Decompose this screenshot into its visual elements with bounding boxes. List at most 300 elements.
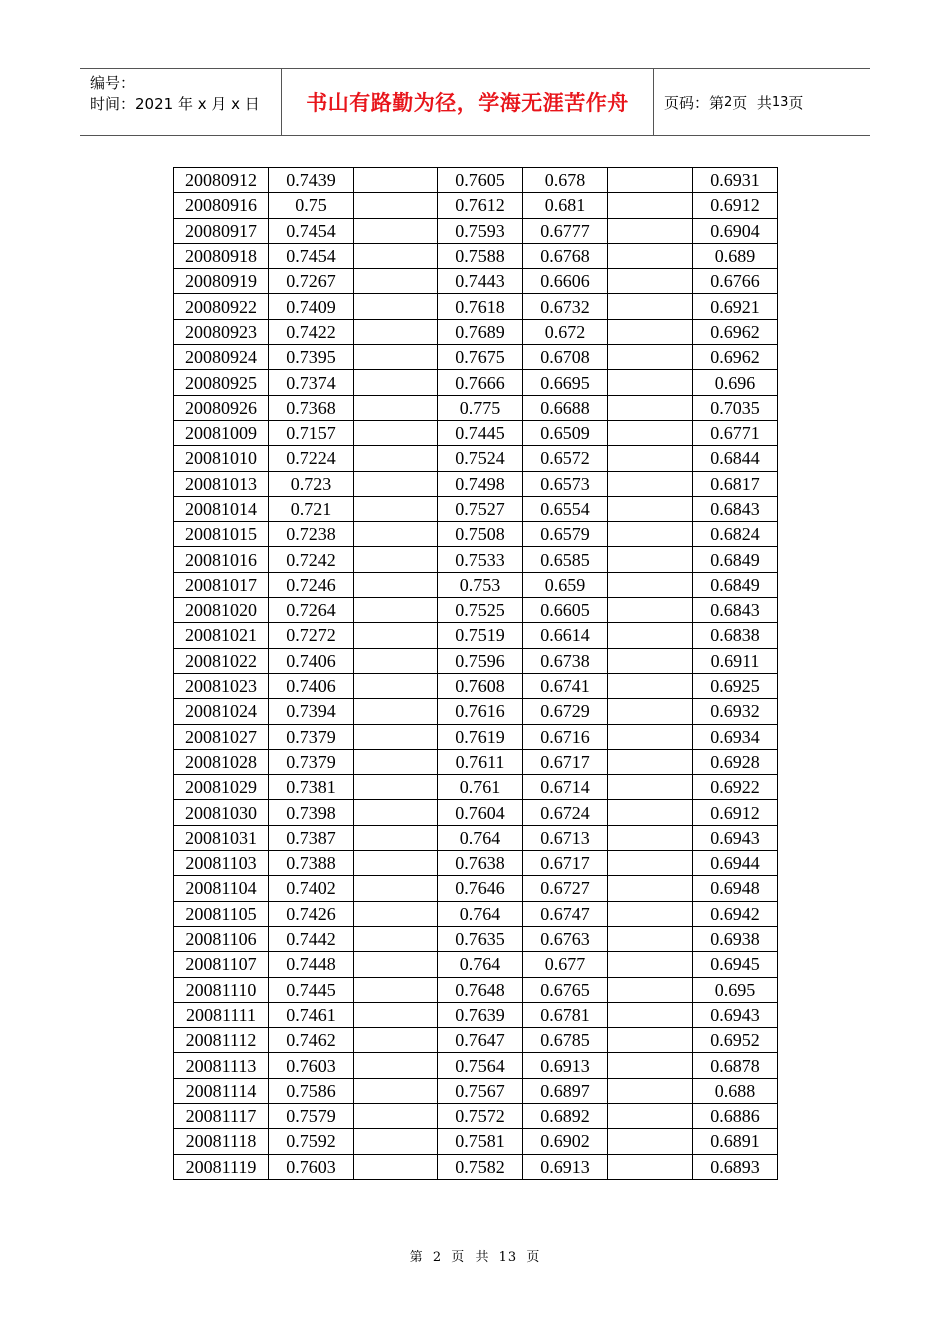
date-cell: 20080926 (174, 395, 269, 420)
value-cell: 0.7525 (438, 598, 523, 623)
value-cell: 0.7603 (269, 1053, 354, 1078)
value-cell (354, 1154, 438, 1179)
value-cell (354, 876, 438, 901)
table-row (174, 749, 778, 774)
value-cell (354, 572, 438, 597)
value-cell (608, 648, 693, 673)
value-cell: 0.7394 (269, 699, 354, 724)
value-cell (608, 522, 693, 547)
date-cell: 20081112 (174, 1028, 269, 1053)
value-cell (608, 547, 693, 572)
date-cell: 20081110 (174, 977, 269, 1002)
value-cell: 0.7638 (438, 851, 523, 876)
value-cell: 0.6943 (693, 1002, 778, 1027)
value-cell: 0.6695 (523, 370, 608, 395)
value-cell: 0.695 (693, 977, 778, 1002)
value-cell: 0.7442 (269, 926, 354, 951)
date-cell: 20081017 (174, 572, 269, 597)
table-row (174, 901, 778, 926)
table-row (174, 1028, 778, 1053)
value-cell: 0.677 (523, 952, 608, 977)
date-cell: 20080916 (174, 193, 269, 218)
date-cell: 20081031 (174, 825, 269, 850)
value-cell (354, 952, 438, 977)
value-cell: 0.7592 (269, 1129, 354, 1154)
date-cell: 20081009 (174, 420, 269, 445)
motto-text: 书山有路勤为径，学海无涯苦作舟 (306, 91, 629, 115)
value-cell: 0.6892 (523, 1103, 608, 1128)
date-cell: 20081111 (174, 1002, 269, 1027)
value-cell: 0.6938 (693, 926, 778, 951)
table-row (174, 673, 778, 698)
value-cell: 0.6922 (693, 775, 778, 800)
value-cell (354, 193, 438, 218)
value-cell (354, 623, 438, 648)
table-row (174, 926, 778, 951)
value-cell (354, 749, 438, 774)
date-cell: 20081024 (174, 699, 269, 724)
value-cell (608, 724, 693, 749)
value-cell: 0.7406 (269, 648, 354, 673)
page-footer (0, 1246, 950, 1265)
footer-prefix: 第 (409, 1250, 424, 1265)
value-cell (354, 370, 438, 395)
value-cell (608, 193, 693, 218)
value-cell: 0.6781 (523, 1002, 608, 1027)
footer-suffix: 页 (526, 1250, 541, 1265)
value-cell: 0.7157 (269, 420, 354, 445)
value-cell (354, 851, 438, 876)
value-cell: 0.6891 (693, 1129, 778, 1154)
value-cell: 0.7618 (438, 294, 523, 319)
value-cell: 0.6886 (693, 1103, 778, 1128)
value-cell (354, 825, 438, 850)
value-cell: 0.6843 (693, 598, 778, 623)
value-cell: 0.7572 (438, 1103, 523, 1128)
value-cell: 0.7579 (269, 1103, 354, 1128)
value-cell (354, 294, 438, 319)
table-row (174, 395, 778, 420)
value-cell (608, 168, 693, 193)
table-row (174, 547, 778, 572)
date-cell: 20081030 (174, 800, 269, 825)
table-row (174, 471, 778, 496)
value-cell: 0.7402 (269, 876, 354, 901)
header-info-cell (80, 69, 282, 135)
value-cell: 0.7398 (269, 800, 354, 825)
table-row (174, 1053, 778, 1078)
value-cell (608, 673, 693, 698)
table-row (174, 1002, 778, 1027)
value-cell: 0.7462 (269, 1028, 354, 1053)
value-cell: 0.6717 (523, 851, 608, 876)
value-cell (354, 724, 438, 749)
value-cell (608, 269, 693, 294)
value-cell: 0.6902 (523, 1129, 608, 1154)
value-cell (608, 243, 693, 268)
value-cell: 0.6741 (523, 673, 608, 698)
value-cell: 0.6713 (523, 825, 608, 850)
value-cell: 0.7646 (438, 876, 523, 901)
value-cell (608, 345, 693, 370)
footer-current: 2 (432, 1250, 443, 1265)
value-cell: 0.6942 (693, 901, 778, 926)
footer-total: 13 (498, 1250, 518, 1265)
value-cell (354, 1078, 438, 1103)
value-cell: 0.688 (693, 1078, 778, 1103)
value-cell: 0.6945 (693, 952, 778, 977)
value-cell: 0.6729 (523, 699, 608, 724)
value-cell: 0.6962 (693, 345, 778, 370)
date-cell: 20081117 (174, 1103, 269, 1128)
value-cell: 0.764 (438, 952, 523, 977)
value-cell (608, 952, 693, 977)
value-cell (608, 623, 693, 648)
value-cell (608, 294, 693, 319)
table-row (174, 1129, 778, 1154)
date-cell: 20080923 (174, 319, 269, 344)
value-cell: 0.6921 (693, 294, 778, 319)
value-cell (608, 446, 693, 471)
value-cell (608, 572, 693, 597)
value-cell: 0.7264 (269, 598, 354, 623)
value-cell (608, 218, 693, 243)
date-cell: 20080918 (174, 243, 269, 268)
table-row (174, 699, 778, 724)
value-cell: 0.6838 (693, 623, 778, 648)
table-row (174, 319, 778, 344)
date-cell: 20081021 (174, 623, 269, 648)
value-cell: 0.689 (693, 243, 778, 268)
value-cell (608, 319, 693, 344)
value-cell: 0.6777 (523, 218, 608, 243)
value-cell: 0.6766 (693, 269, 778, 294)
page-header (80, 68, 870, 136)
value-cell (354, 673, 438, 698)
value-cell: 0.6765 (523, 977, 608, 1002)
value-cell: 0.6893 (693, 1154, 778, 1179)
value-cell: 0.7524 (438, 446, 523, 471)
value-cell: 0.6714 (523, 775, 608, 800)
table-row (174, 522, 778, 547)
value-cell: 0.7527 (438, 496, 523, 521)
value-cell (354, 926, 438, 951)
value-cell (354, 1002, 438, 1027)
value-cell (608, 775, 693, 800)
date-cell: 20081022 (174, 648, 269, 673)
value-cell: 0.7675 (438, 345, 523, 370)
table-row (174, 1103, 778, 1128)
value-cell (608, 1103, 693, 1128)
value-cell (608, 699, 693, 724)
value-cell (354, 345, 438, 370)
table-row (174, 876, 778, 901)
header-motto-cell (282, 69, 654, 135)
value-cell: 0.7379 (269, 724, 354, 749)
value-cell: 0.6614 (523, 623, 608, 648)
value-cell: 0.678 (523, 168, 608, 193)
value-cell: 0.7608 (438, 673, 523, 698)
value-cell: 0.7443 (438, 269, 523, 294)
table-row (174, 193, 778, 218)
value-cell: 0.6606 (523, 269, 608, 294)
value-cell: 0.6943 (693, 825, 778, 850)
table-row (174, 168, 778, 193)
table-row (174, 446, 778, 471)
value-cell: 0.681 (523, 193, 608, 218)
page-current: 2 (724, 94, 733, 110)
value-cell (608, 1053, 693, 1078)
value-cell: 0.7224 (269, 446, 354, 471)
value-cell: 0.7445 (269, 977, 354, 1002)
value-cell: 0.7596 (438, 648, 523, 673)
value-cell (608, 471, 693, 496)
value-cell: 0.7564 (438, 1053, 523, 1078)
table-row (174, 775, 778, 800)
value-cell (608, 1078, 693, 1103)
table-row (174, 623, 778, 648)
value-cell: 0.6738 (523, 648, 608, 673)
value-cell: 0.7619 (438, 724, 523, 749)
value-cell: 0.6747 (523, 901, 608, 926)
value-cell: 0.7648 (438, 977, 523, 1002)
value-cell: 0.7588 (438, 243, 523, 268)
date-cell: 20081106 (174, 926, 269, 951)
value-cell: 0.696 (693, 370, 778, 395)
value-cell (608, 370, 693, 395)
value-cell: 0.6572 (523, 446, 608, 471)
value-cell: 0.6724 (523, 800, 608, 825)
date-cell: 20081023 (174, 673, 269, 698)
value-cell (608, 926, 693, 951)
date-cell: 20081104 (174, 876, 269, 901)
value-cell: 0.7689 (438, 319, 523, 344)
value-cell (354, 547, 438, 572)
date-cell: 20081016 (174, 547, 269, 572)
value-cell: 0.7635 (438, 926, 523, 951)
footer-mid: 页 共 (451, 1250, 490, 1265)
value-cell: 0.6904 (693, 218, 778, 243)
value-cell: 0.7581 (438, 1129, 523, 1154)
date-cell: 20081010 (174, 446, 269, 471)
date-cell: 20081105 (174, 901, 269, 926)
value-cell (354, 800, 438, 825)
value-cell: 0.7519 (438, 623, 523, 648)
value-cell: 0.6844 (693, 446, 778, 471)
value-cell: 0.6944 (693, 851, 778, 876)
value-cell (608, 1028, 693, 1053)
date-cell: 20081119 (174, 1154, 269, 1179)
value-cell: 0.7611 (438, 749, 523, 774)
value-cell: 0.7454 (269, 243, 354, 268)
value-cell: 0.7426 (269, 901, 354, 926)
value-cell (354, 420, 438, 445)
table-row (174, 825, 778, 850)
value-cell: 0.7567 (438, 1078, 523, 1103)
table-row (174, 496, 778, 521)
date-cell: 20080917 (174, 218, 269, 243)
value-cell: 0.6708 (523, 345, 608, 370)
value-cell: 0.7272 (269, 623, 354, 648)
table-row (174, 294, 778, 319)
page-total: 13 (771, 94, 789, 110)
value-cell (354, 168, 438, 193)
value-cell: 0.7409 (269, 294, 354, 319)
value-cell: 0.6948 (693, 876, 778, 901)
value-cell: 0.6688 (523, 395, 608, 420)
date-cell: 20081020 (174, 598, 269, 623)
value-cell (354, 1053, 438, 1078)
value-cell: 0.6843 (693, 496, 778, 521)
value-cell (354, 1028, 438, 1053)
value-cell: 0.7267 (269, 269, 354, 294)
value-cell: 0.7406 (269, 673, 354, 698)
value-cell: 0.6878 (693, 1053, 778, 1078)
value-cell: 0.6585 (523, 547, 608, 572)
page-suffix: 页 (788, 93, 804, 112)
value-cell (354, 395, 438, 420)
value-cell (608, 1154, 693, 1179)
value-cell: 0.6962 (693, 319, 778, 344)
value-cell (354, 243, 438, 268)
value-cell: 0.6911 (693, 648, 778, 673)
value-cell: 0.6913 (523, 1053, 608, 1078)
value-cell: 0.6849 (693, 572, 778, 597)
date-cell: 20080925 (174, 370, 269, 395)
value-cell: 0.6727 (523, 876, 608, 901)
value-cell (354, 269, 438, 294)
value-cell: 0.723 (269, 471, 354, 496)
value-cell: 0.659 (523, 572, 608, 597)
value-cell: 0.7388 (269, 851, 354, 876)
value-cell: 0.7666 (438, 370, 523, 395)
value-cell (608, 749, 693, 774)
value-cell: 0.7454 (269, 218, 354, 243)
date-cell: 20080919 (174, 269, 269, 294)
value-cell (608, 1129, 693, 1154)
value-cell (608, 977, 693, 1002)
value-cell: 0.6952 (693, 1028, 778, 1053)
value-cell (354, 471, 438, 496)
table-row (174, 218, 778, 243)
value-cell: 0.7422 (269, 319, 354, 344)
table-row (174, 370, 778, 395)
value-cell: 0.75 (269, 193, 354, 218)
value-cell: 0.6932 (693, 699, 778, 724)
table-row (174, 648, 778, 673)
value-cell: 0.7593 (438, 218, 523, 243)
value-cell: 0.6716 (523, 724, 608, 749)
table-row (174, 851, 778, 876)
value-cell: 0.7381 (269, 775, 354, 800)
value-cell (354, 218, 438, 243)
value-cell: 0.7498 (438, 471, 523, 496)
value-cell: 0.7246 (269, 572, 354, 597)
value-cell: 0.7242 (269, 547, 354, 572)
table-row (174, 345, 778, 370)
value-cell (608, 901, 693, 926)
date-cell: 20081114 (174, 1078, 269, 1103)
value-cell (354, 446, 438, 471)
value-cell (354, 496, 438, 521)
document-time-label: 时间：2021 年 x 月 x 日 (90, 95, 260, 113)
table-row (174, 977, 778, 1002)
value-cell: 0.7647 (438, 1028, 523, 1053)
value-cell (354, 1103, 438, 1128)
value-cell: 0.7395 (269, 345, 354, 370)
value-cell: 0.6763 (523, 926, 608, 951)
table-row (174, 952, 778, 977)
value-cell: 0.7461 (269, 1002, 354, 1027)
value-cell: 0.6925 (693, 673, 778, 698)
value-cell: 0.775 (438, 395, 523, 420)
date-cell: 20081113 (174, 1053, 269, 1078)
value-cell (354, 1129, 438, 1154)
value-cell: 0.6912 (693, 193, 778, 218)
value-cell (608, 395, 693, 420)
value-cell: 0.6912 (693, 800, 778, 825)
value-cell: 0.6509 (523, 420, 608, 445)
value-cell: 0.6732 (523, 294, 608, 319)
table-row (174, 420, 778, 445)
value-cell: 0.6897 (523, 1078, 608, 1103)
value-cell: 0.6931 (693, 168, 778, 193)
value-cell: 0.7448 (269, 952, 354, 977)
value-cell: 0.6785 (523, 1028, 608, 1053)
value-cell (354, 699, 438, 724)
date-cell: 20081107 (174, 952, 269, 977)
date-cell: 20080912 (174, 168, 269, 193)
value-cell: 0.7616 (438, 699, 523, 724)
value-cell: 0.7582 (438, 1154, 523, 1179)
page-prefix: 页码：第 (664, 93, 725, 112)
value-cell: 0.6554 (523, 496, 608, 521)
value-cell: 0.764 (438, 901, 523, 926)
value-cell: 0.6768 (523, 243, 608, 268)
date-cell: 20081013 (174, 471, 269, 496)
value-cell: 0.6771 (693, 420, 778, 445)
value-cell: 0.721 (269, 496, 354, 521)
value-cell: 0.761 (438, 775, 523, 800)
date-cell: 20081028 (174, 749, 269, 774)
value-cell (354, 977, 438, 1002)
table-row (174, 800, 778, 825)
value-cell: 0.7374 (269, 370, 354, 395)
data-table (173, 167, 778, 1180)
value-cell (608, 825, 693, 850)
value-cell: 0.753 (438, 572, 523, 597)
date-cell: 20081014 (174, 496, 269, 521)
value-cell (354, 775, 438, 800)
value-cell: 0.6573 (523, 471, 608, 496)
value-cell: 0.7533 (438, 547, 523, 572)
value-cell: 0.7445 (438, 420, 523, 445)
value-cell (354, 648, 438, 673)
value-cell: 0.672 (523, 319, 608, 344)
header-page-cell (654, 69, 870, 135)
value-cell (608, 800, 693, 825)
table-row (174, 1154, 778, 1179)
value-cell: 0.7639 (438, 1002, 523, 1027)
value-cell (608, 496, 693, 521)
value-cell: 0.7603 (269, 1154, 354, 1179)
value-cell: 0.6579 (523, 522, 608, 547)
table-row (174, 1078, 778, 1103)
date-cell: 20081015 (174, 522, 269, 547)
value-cell: 0.6913 (523, 1154, 608, 1179)
value-cell: 0.6717 (523, 749, 608, 774)
table-row (174, 598, 778, 623)
